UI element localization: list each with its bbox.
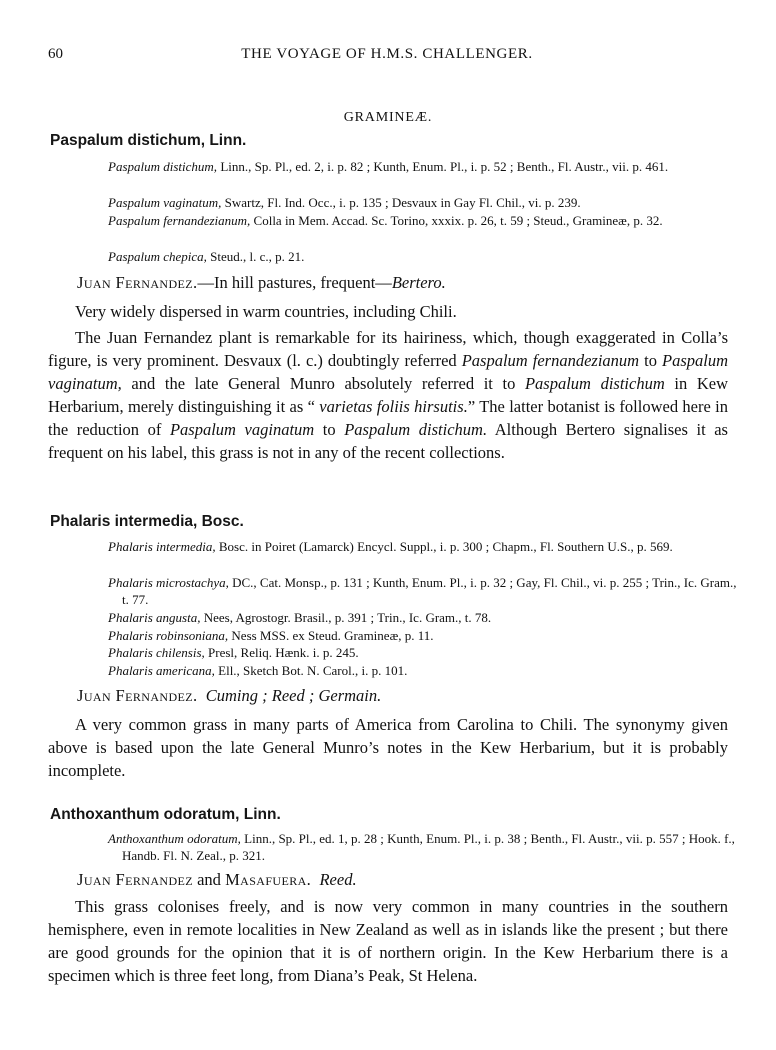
synonym-entry [108,627,744,644]
synonym-entry [108,830,744,864]
synonym-reference: Ell., Sketch Bot. N. Carol., i. p. 101. [214,663,408,678]
locality-collector: Bertero. [391,273,446,292]
synonym-entry [108,194,744,211]
locality-place: Juan Fernandez. [77,686,198,705]
synonym-reference: Steud., l. c., p. 21. [206,249,305,264]
taxon-name: Paspalum vaginatum, [48,351,729,393]
locality-line [77,686,381,706]
family-heading: GRAMINEÆ. [343,110,433,125]
synonym-entry [108,644,744,661]
synonym-entry [108,212,744,229]
synonym-entry [108,609,744,626]
synonym-name: Phalaris angusta, [108,610,201,625]
body-paragraph: A very common grass in many parts of America from Carolina to Chili. The synonymy given above is based upon the late General Munro’s notes in the Kew Herbarium, but it is probably incomplete. [48,715,728,780]
synonym-reference: Colla in Mem. Accad. Sc. Torino, xxxix. p. 26, t. 59 ; Steud., Gramineæ, p. 32. [250,213,663,228]
locality-collectors: Cuming ; Reed ; Germain. [205,686,382,705]
locality-line [77,273,446,293]
synonym-reference: Presl, Reliq. Hænk. i. p. 245. [204,645,359,660]
taxon-name: Paspalum distichum. [344,420,488,439]
locality-conjunction: and [192,870,226,889]
synonym-reference: Ness MSS. ex Steud. Gramineæ, p. 11. [228,628,434,643]
body-paragraph: Very widely dispersed in warm countries, including Chili. [75,302,457,321]
synonym-name: Paspalum chepica, [108,249,207,264]
synonym-reference: Linn., Sp. Pl., ed. 2, i. p. 82 ; Kunth, Enum. Pl., i. p. 52 ; Benth., Fl. Austr., vii. p. 461. [217,159,669,174]
running-title: THE VOYAGE OF H.M.S. CHALLENGER. [241,46,533,62]
body-paragraph: This grass colonises freely, and is now very common in many countries in the southern hemisphere, even in remote localities in New Zealand as well as in islands like the present ; but there are good grounds for the opinion that it is of northern origin. In the Kew Herbarium there is a specimen which is three feet long, from Diana’s Peak, St Helena. [48,897,728,985]
locality-text: —In hill pastures, frequent— [197,273,392,292]
text-run: Although Bertero signalises it as frequent on his label, this grass is not in any of the recent collections. [48,420,728,462]
locality-line [77,870,357,890]
synonym-entry [108,158,744,175]
locality-place: Juan Fernandez. [77,273,198,292]
synonym-name: Phalaris microstachya, [108,575,229,590]
synonym-reference: Nees, Agrostogr. Brasil., p. 391 ; Trin., Ic. Gram., t. 78. [200,610,492,625]
synonym-name: Phalaris intermedia, [108,539,216,554]
body-paragraph [48,326,728,464]
synonym-name: Paspalum vaginatum, [108,195,222,210]
synonym-reference: DC., Cat. Monsp., p. 131 ; Kunth, Enum. Pl., i. p. 32 ; Gay, Fl. Chil., vi. p. 255 ; Trin., Ic. Gram., t. 77. [122,575,737,607]
text-run: to [639,351,663,370]
synonym-name: Phalaris americana, [108,663,215,678]
synonym-name: Paspalum fernandezianum, [108,213,251,228]
taxon-name: Paspalum distichum [524,374,665,393]
text-run: ” The latter botanist is followed here in the reduction of [48,397,729,439]
page-header [48,46,726,66]
taxon-name: Paspalum vaginatum [169,420,315,439]
synonym-reference: Linn., Sp. Pl., ed. 1, p. 28 ; Kunth, Enum. Pl., i. p. 38 ; Benth., Fl. Austr., vii. p. 557 ; Hook. f., Handb. Fl. N. Zeal., p. 321. [122,831,735,863]
species-heading-anthoxanthum: Anthoxanthum odoratum, Linn. [50,806,281,823]
quoted-variety: varietas foliis hirsutis. [319,397,468,416]
locality-collector: Reed. [319,870,357,889]
text-run: to [314,420,345,439]
locality-place: Masafuera. [225,870,312,889]
species-heading-paspalum: Paspalum distichum, Linn. [50,132,247,149]
page-number: 60 [48,46,63,62]
synonym-name: Phalaris chilensis, [108,645,205,660]
taxon-name: Paspalum fernandezianum [461,351,640,370]
species-heading-phalaris: Phalaris intermedia, Bosc. [50,513,244,530]
locality-place: Juan Fernandez [77,870,193,889]
synonym-name: Anthoxanthum odoratum, [108,831,241,846]
synonym-name: Phalaris robinsoniana, [108,628,229,643]
text-run: and the late General Munro absolutely referred it to [121,374,525,393]
text-run: in Kew Herbarium, merely distinguishing it as “ [48,374,728,416]
synonym-entry [108,248,744,265]
synonym-name: Paspalum distichum, [108,159,218,174]
synonym-entry [108,662,744,679]
synonym-entry [108,574,744,608]
synonym-reference: Bosc. in Poiret (Lamarck) Encycl. Suppl., i. p. 300 ; Chapm., Fl. Southern U.S., p. 569. [215,539,673,554]
text-run: The Juan Fernandez plant is remarkable for its hairiness, which, though exaggerated in Colla’s figure, is very prominent. Desvaux (l. c.) doubtingly referred [48,328,728,370]
synonym-entry [108,538,744,555]
synonym-reference: Swartz, Fl. Ind. Occ., i. p. 135 ; Desvaux in Gay Fl. Chil., vi. p. 239. [221,195,581,210]
